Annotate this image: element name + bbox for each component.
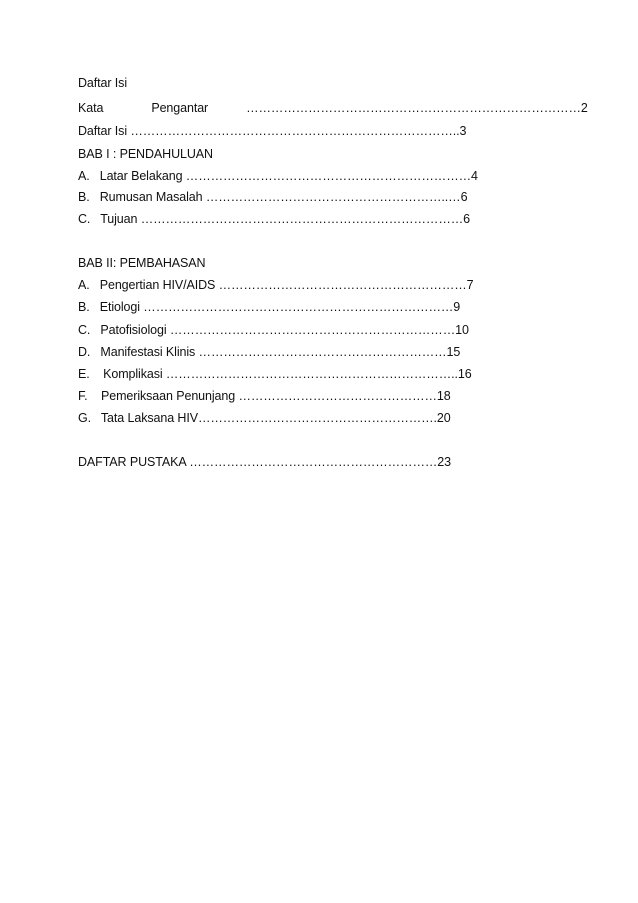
toc-entry-kata-pengantar-word2: Pengantar — [151, 101, 209, 115]
toc-entry-tata-laksana: G. Tata Laksana HIV………………………………………………….20 — [78, 411, 451, 425]
toc-entry-latar-belakang: A. Latar Belakang ……………………………………………………………4 — [78, 169, 478, 183]
toc-entry-kata-pengantar-leader: ………………………………………………………………………2 — [246, 101, 588, 115]
toc-entry-manifestasi-klinis: D. Manifestasi Klinis ……………………………………………………15 — [78, 345, 461, 359]
toc-entry-daftar-pustaka: DAFTAR PUSTAKA ……………………………………………………23 — [78, 455, 451, 469]
toc-entry-etiologi: B. Etiologi …………………………………………………………………9 — [78, 300, 461, 314]
toc-entry-tujuan: C. Tujuan ……………………………………………………………………6 — [78, 212, 470, 226]
toc-entry-komplikasi: E. Komplikasi ……………………………………………………………..16 — [78, 367, 472, 381]
toc-entry-daftar-isi: Daftar Isi ……………………………………………………………………..3 — [78, 124, 467, 138]
toc-entry-rumusan-masalah: B. Rumusan Masalah …………………………………………………..…6 — [78, 190, 468, 204]
document-title: Daftar Isi — [78, 76, 128, 90]
toc-entry-patofisiologi: C. Patofisiologi ……………………………………………………………10 — [78, 323, 469, 337]
toc-heading-bab1: BAB I : PENDAHULUAN — [78, 147, 213, 161]
toc-heading-bab2: BAB II: PEMBAHASAN — [78, 256, 206, 270]
toc-entry-kata-pengantar — [78, 100, 588, 116]
toc-entry-pengertian: A. Pengertian HIV/AIDS ……………………………………………………7 — [78, 278, 474, 292]
toc-entry-kata-pengantar-word1: Kata — [78, 101, 104, 115]
toc-entry-pemeriksaan-penunjang: F. Pemeriksaan Penunjang …………………………………………18 — [78, 389, 451, 403]
